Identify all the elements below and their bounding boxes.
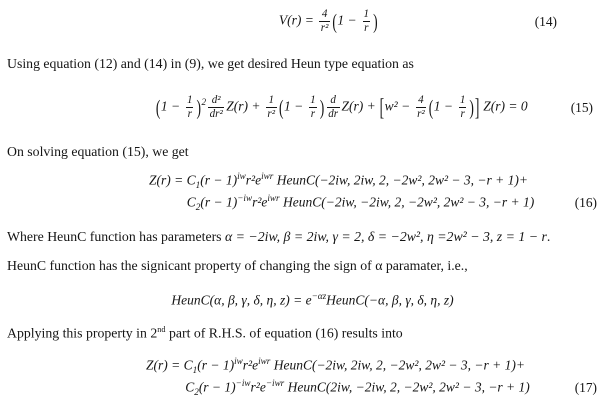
- paragraph-parameters: Where HeunC function has parameters α = −2iw, β = 2iw, γ = 2, δ = −2w², η =2w² − 3, z = 1 − r.: [7, 229, 551, 244]
- equation-16-line2-body: $C_2(r - 1)^{-iw}r^2e^{iwr}$ HeunC(−2iw, −2iw, 2, −2w², 2w² − 3, −r + 1): [186, 193, 535, 213]
- equation-16-line1: [0, 171, 601, 190]
- equation-number-16: (16): [574, 194, 597, 210]
- equation-14: [0, 8, 601, 35]
- heunc-property-equation-body: HeunC(α, β, γ, δ, η, $z) = e^{-\alpha z}HeunC(-\alpha$, β, γ, δ, η, z): [171, 291, 454, 308]
- equation-16-line1-body: $Z(r) = C_1(r - 1)^{iw}r^2e^{iwr}$ HeunC(−2iw, 2iw, 2, −2w², 2w² − 3, −r + 1)+: [149, 171, 528, 191]
- paragraph-heun-type-intro: Using equation (12) and (14) in (9), we get desired Heun type equation as: [7, 56, 414, 71]
- equation-number-14: (14): [534, 13, 557, 29]
- paragraph-on-solving: On solving equation (15), we get: [7, 144, 189, 159]
- equation-16-line2: [0, 193, 601, 212]
- applying-text-before: Applying this property in 2: [7, 325, 158, 341]
- equation-15-body: (1 − $\frac{1}{r}$ )$^2$ $\frac{\text{d²}}{\text{dr²}}$ Z(r) + $\frac{1}{\text{r²}}$ (1 − $\frac{1}{r}$ ) $\frac{d}{dr}$ Z(r) + [w² − $\frac{4}{\text{r²}}$ (1 − $\frac{1}{r}$ )] Z(r) = 0: [155, 93, 528, 121]
- equation-number-17: (17): [574, 379, 597, 395]
- heunc-property-equation: [0, 291, 601, 309]
- paragraph-significant-property: HeunC function has the signicant property of changing the sign of α paramater, i.e.,: [7, 258, 468, 273]
- equation-15: [0, 94, 601, 121]
- paragraph-applying-property: [7, 325, 599, 342]
- equation-14-body: V(r) = $\frac{4}{\text{r²}}$ (1 − $\frac{1}{r}$ ): [278, 8, 378, 35]
- equation-17-line1-body: $Z(r) = C_1(r - 1)^{iw}r^2e^{iwr}$ HeunC(−2iw, 2iw, 2, −2w², 2w² − 3, −r + 1)+: [146, 356, 525, 376]
- equation-17-line2-body: $C_2(r - 1)^{-iw}r^2e^{-iwr}$ HeunC(2iw, −2iw, 2, −2w², 2w² − 3, −r + 1): [185, 378, 530, 398]
- equation-number-15: (15): [570, 99, 593, 115]
- ordinal-superscript: nd: [157, 325, 166, 334]
- equation-17-line2: [0, 378, 601, 397]
- applying-text-after: part of R.H.S. of equation (16) results into: [165, 325, 403, 341]
- equation-17-line1: [0, 356, 601, 375]
